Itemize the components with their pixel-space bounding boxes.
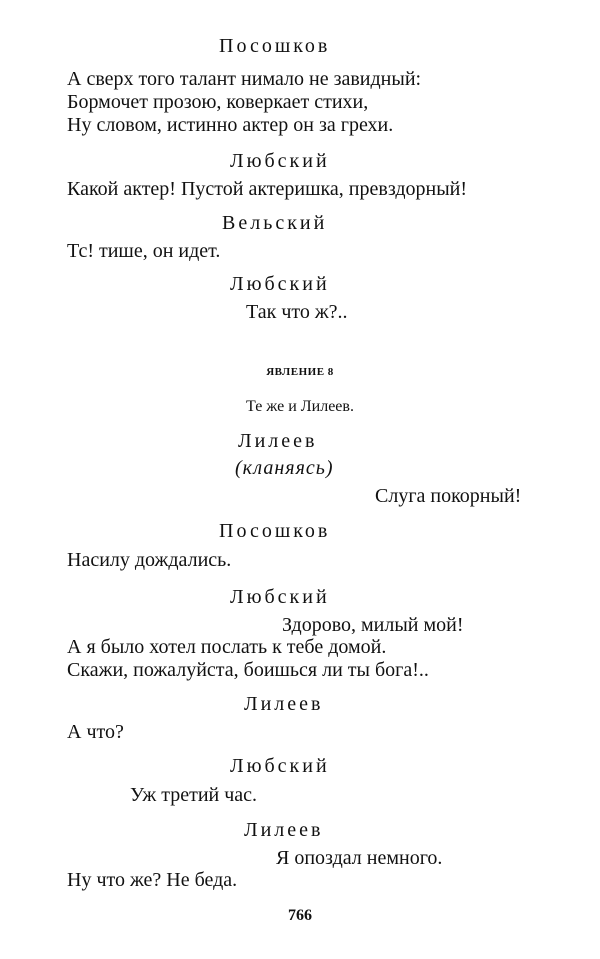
speaker-name: Посошков xyxy=(219,35,331,57)
verse-line: А сверх того талант нимало не завидный: xyxy=(67,68,422,90)
verse-line: А что? xyxy=(67,721,124,743)
stage-direction: Те же и Лилеев. xyxy=(246,398,354,415)
speaker-name: Любский xyxy=(230,273,330,295)
scene-heading: ЯВЛЕНИЕ 8 xyxy=(266,366,334,378)
verse-line: Я опоздал немного. xyxy=(276,847,443,869)
verse-line: А я было хотел послать к тебе домой. xyxy=(67,636,387,658)
speaker-name: Лилеев xyxy=(244,693,324,715)
verse-line: Скажи, пожалуйста, боишься ли ты бога!.. xyxy=(67,659,429,681)
verse-line: Ну что же? Не беда. xyxy=(67,869,238,891)
verse-line: Уж третий час. xyxy=(130,784,258,806)
speaker-name: Любский xyxy=(230,755,330,777)
speaker-name: Лилеев xyxy=(238,430,318,452)
verse-line: Здорово, милый мой! xyxy=(282,614,464,636)
verse-line: Насилу дождались. xyxy=(67,549,232,571)
verse-line: Слуга покорный! xyxy=(375,485,522,507)
speaker-name: Любский xyxy=(230,150,330,172)
speaker-name: Лилеев xyxy=(244,819,324,841)
verse-line: Бормочет прозою, коверкает стихи, xyxy=(67,91,369,113)
stage-remark: (кланяясь) xyxy=(235,457,334,479)
verse-line: Ну словом, истинно актер он за грехи. xyxy=(67,114,394,136)
verse-line: Какой актер! Пустой актеришка, превздорный! xyxy=(67,178,468,200)
page-number: 766 xyxy=(288,907,312,924)
verse-line: Тс! тише, он идет. xyxy=(67,240,221,262)
speaker-name: Вельский xyxy=(222,212,328,234)
verse-line: Так что ж?.. xyxy=(246,301,348,323)
speaker-name: Посошков xyxy=(219,520,331,542)
speaker-name: Любский xyxy=(230,586,330,608)
